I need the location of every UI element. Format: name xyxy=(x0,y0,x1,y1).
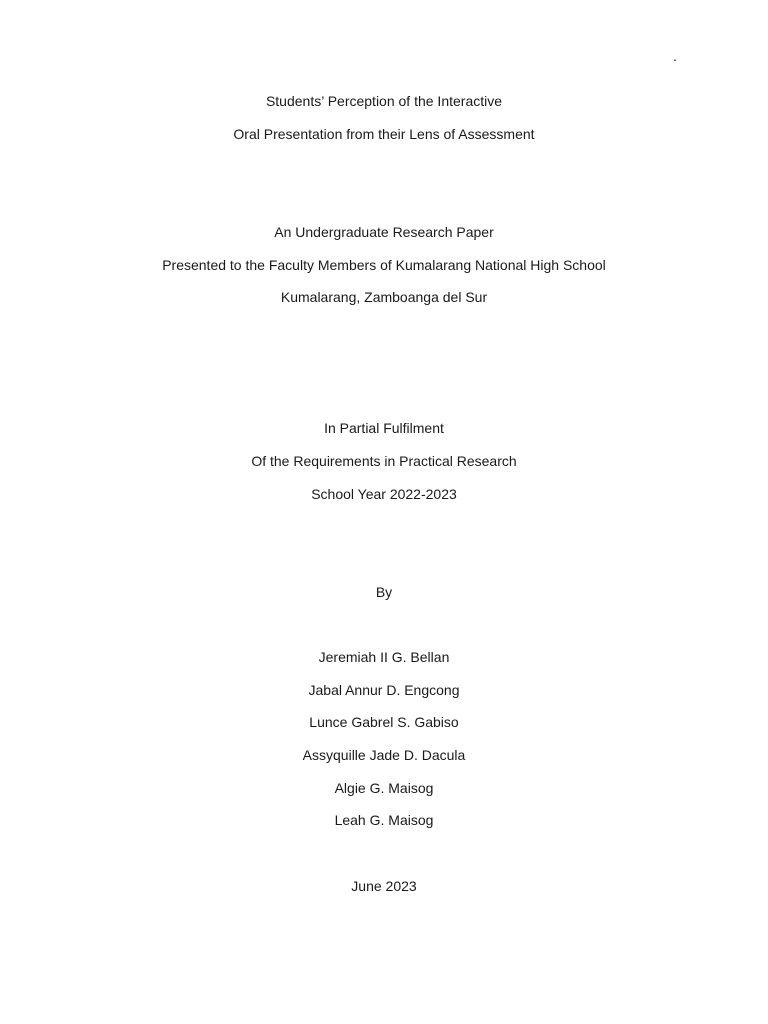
presented-to: Presented to the Faculty Members of Kumalarang National High School xyxy=(162,257,606,273)
title-line-2: Oral Presentation from their Lens of Assessment xyxy=(233,126,535,142)
school-year: School Year 2022-2023 xyxy=(311,486,457,502)
author-name: Lunce Gabrel S. Gabiso xyxy=(309,714,459,730)
author-name: Leah G. Maisog xyxy=(334,812,434,828)
fulfilment-line-1: In Partial Fulfilment xyxy=(324,420,444,436)
author-name: Assyquille Jade D. Dacula xyxy=(302,747,466,763)
fulfilment-line-2: Of the Requirements in Practical Research xyxy=(251,453,517,469)
location: Kumalarang, Zamboanga del Sur xyxy=(280,289,488,305)
author-name: Algie G. Maisog xyxy=(334,780,434,796)
paper-type: An Undergraduate Research Paper xyxy=(274,224,494,240)
title-line-1: Students’ Perception of the Interactive xyxy=(265,93,503,109)
page-mark: . xyxy=(673,48,677,64)
author-name: Jabal Annur D. Engcong xyxy=(308,682,460,698)
author-name: Jeremiah II G. Bellan xyxy=(318,649,450,665)
by-label: By xyxy=(375,584,393,600)
submission-date: June 2023 xyxy=(351,878,417,894)
